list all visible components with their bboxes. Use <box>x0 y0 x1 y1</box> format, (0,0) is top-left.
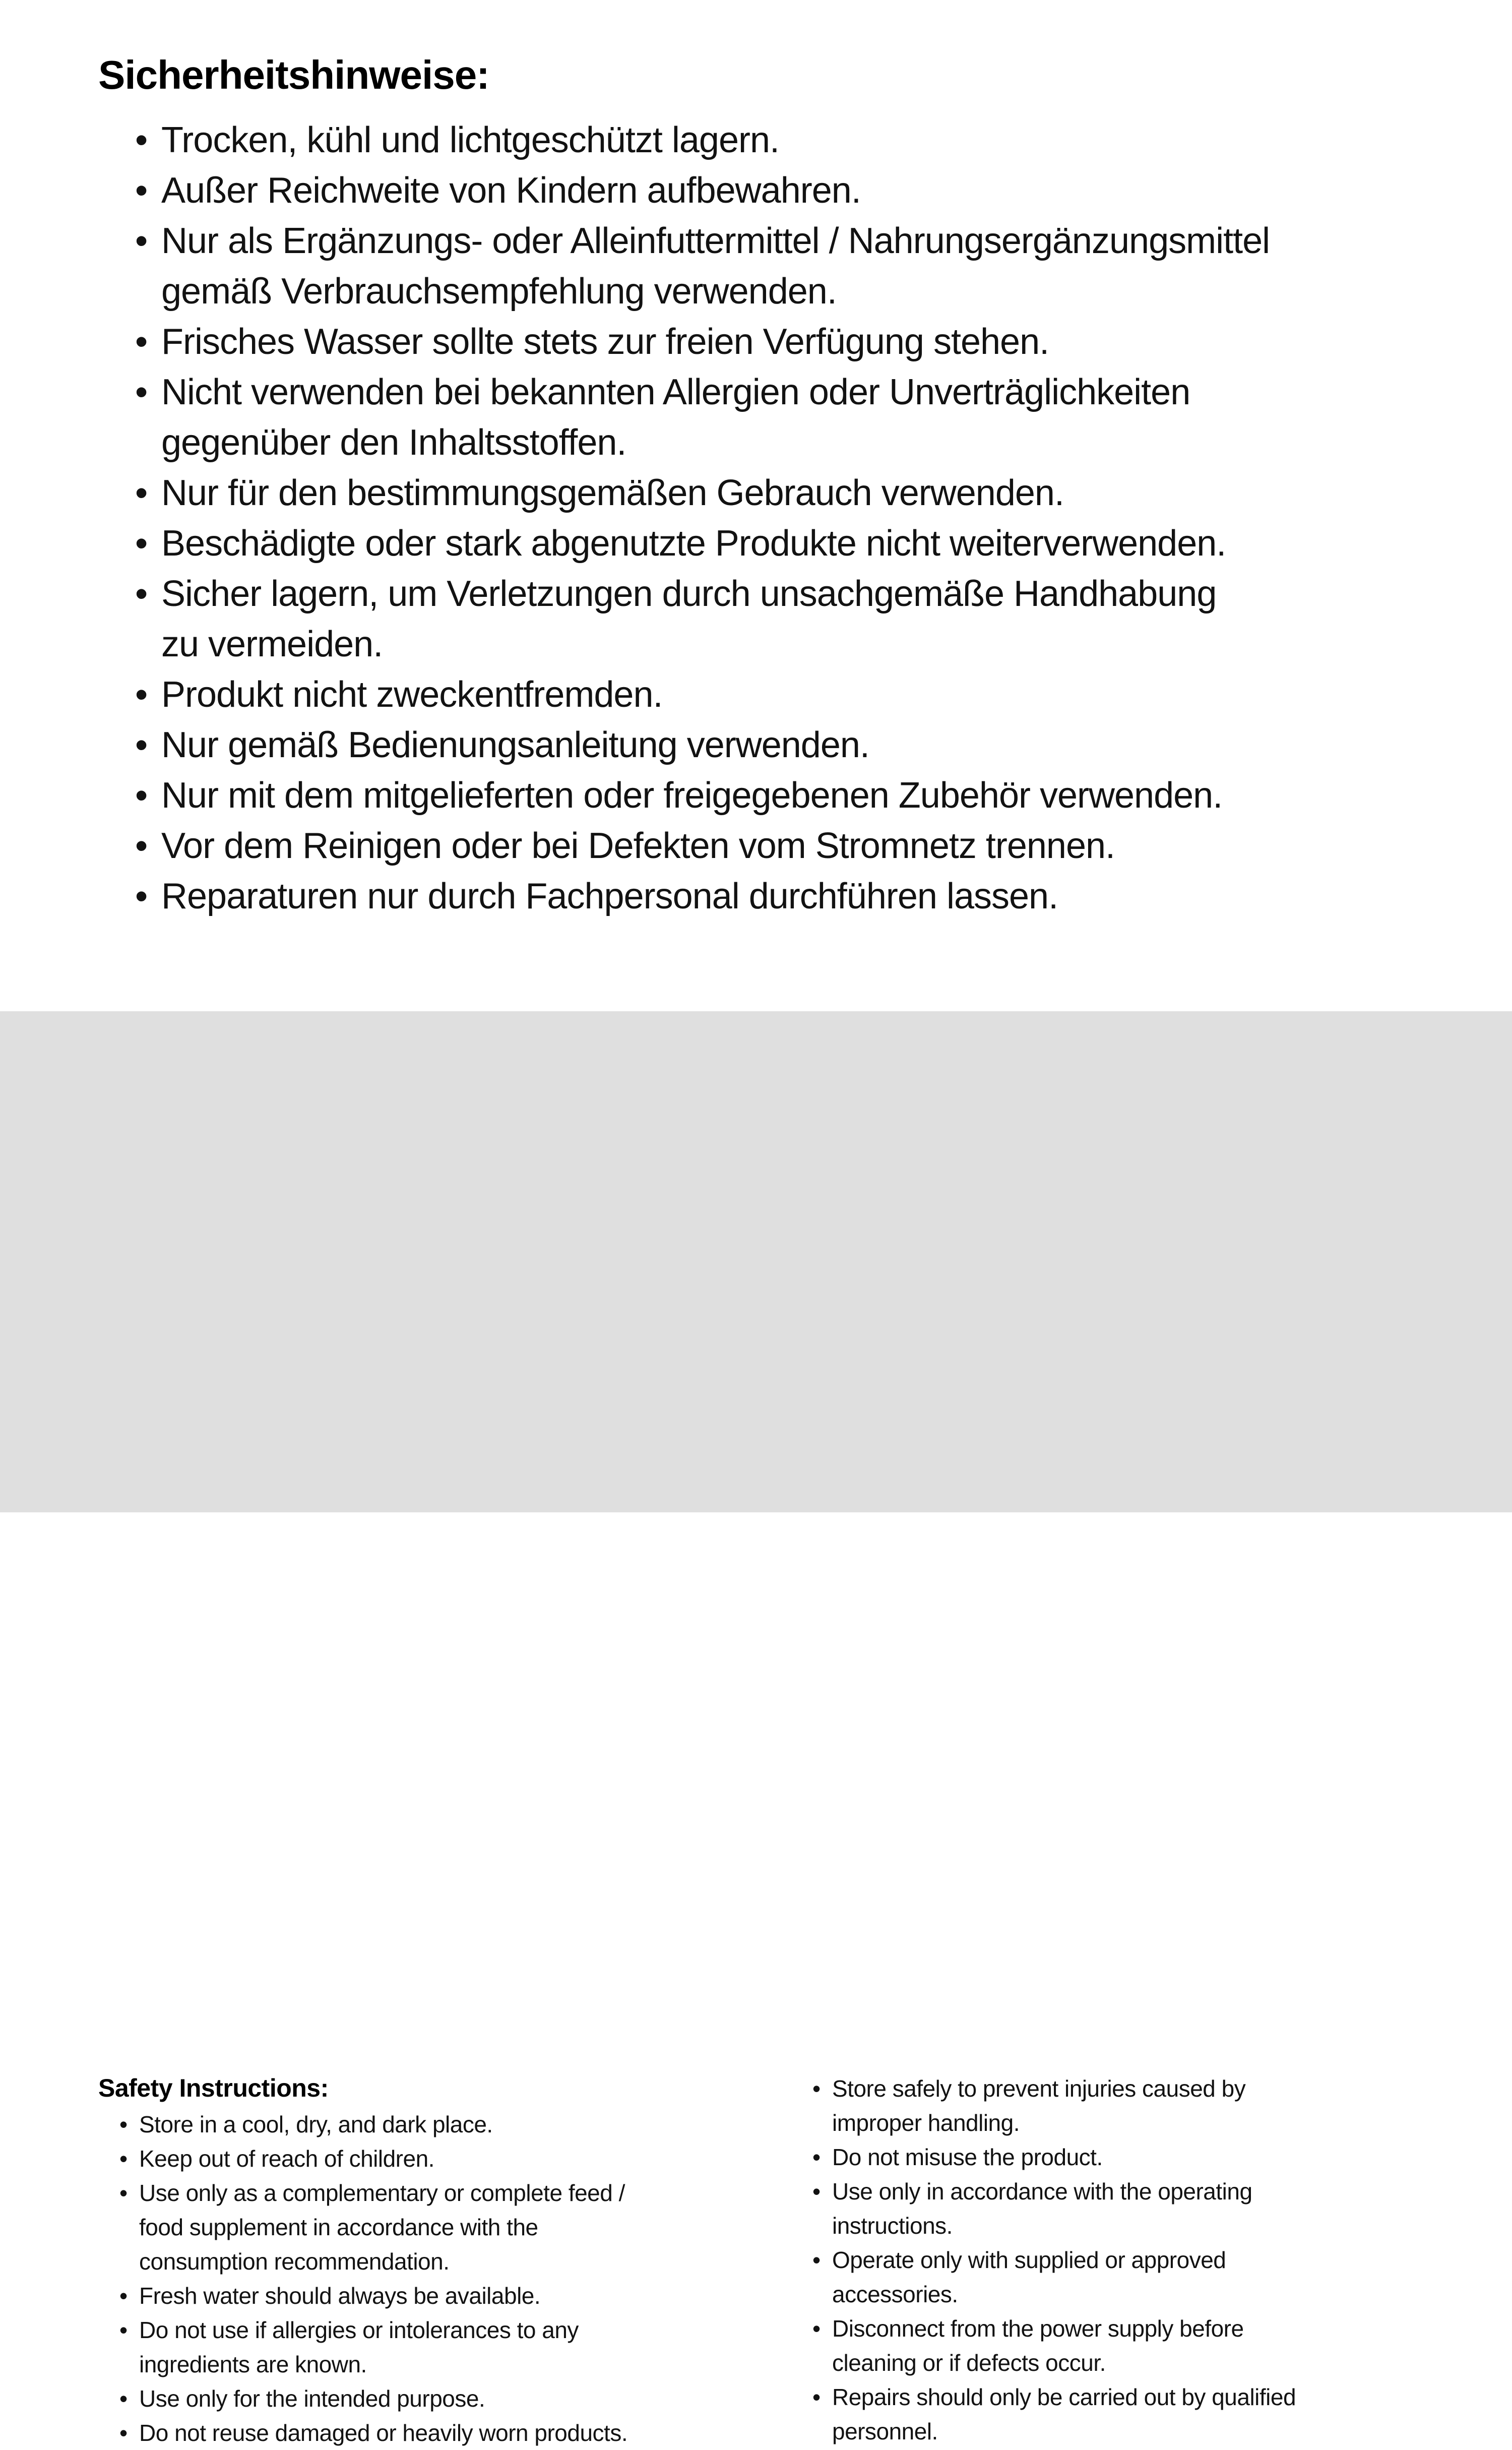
list-item-text: Store safely to prevent injuries caused by <box>832 2075 1246 2102</box>
bullet-icon: • <box>135 675 148 715</box>
list-item-line <box>119 2176 627 2210</box>
list-item-line <box>135 165 1270 216</box>
list-item-text: Nur gemäß Bedienungsanleitung verwenden. <box>161 725 869 765</box>
german-bullet-list <box>135 115 1270 922</box>
list-item-line <box>135 871 1270 922</box>
list-item-line <box>119 2313 627 2347</box>
list-item-line <box>119 2416 627 2450</box>
bullet-icon: • <box>812 2075 821 2102</box>
list-item-continuation-line <box>135 619 1270 669</box>
bullet-icon: • <box>135 170 148 211</box>
list-item-text: Außer Reichweite von Kindern aufbewahren. <box>161 170 861 211</box>
list-item-line <box>119 2141 627 2176</box>
list-item-text: instructions. <box>832 2213 953 2239</box>
list-item-continuation-line <box>812 2414 1296 2448</box>
list-item-line <box>135 367 1270 417</box>
list-item-continuation-line <box>812 2209 1296 2243</box>
list-item-line <box>135 115 1270 165</box>
list-item-text: gegenüber den Inhaltsstoffen. <box>161 422 626 463</box>
list-item-continuation-line <box>135 266 1270 317</box>
list-item-text: Nur für den bestimmungsgemäßen Gebrauch verwenden. <box>161 473 1064 513</box>
bullet-icon: • <box>119 2385 128 2412</box>
list-item-line <box>812 2311 1296 2346</box>
bullet-icon: • <box>135 473 148 513</box>
list-item-text: food supplement in accordance with the <box>139 2214 538 2240</box>
list-item-text: Use only as a complementary or complete feed / <box>139 2180 625 2206</box>
list-item-continuation-line <box>812 2106 1296 2140</box>
list-item-text: cleaning or if defects occur. <box>832 2350 1106 2376</box>
bullet-icon: • <box>119 2180 128 2206</box>
bullet-icon: • <box>135 826 148 866</box>
list-item-text: Do not use if allergies or intolerances to any <box>139 2317 579 2343</box>
list-item-line <box>135 468 1270 518</box>
list-item-text: Nicht verwenden bei bekannten Allergien oder Unverträglichkeiten <box>161 372 1190 412</box>
bullet-icon: • <box>119 2283 128 2309</box>
german-section-title: Sicherheitshinweise: <box>98 52 489 97</box>
list-item-text: consumption recommendation. <box>139 2248 450 2275</box>
list-item-text: personnel. <box>832 2418 938 2444</box>
bullet-icon: • <box>135 372 148 412</box>
list-item-text: Reparaturen nur durch Fachpersonal durchführen lassen. <box>161 876 1058 916</box>
bullet-icon: • <box>812 2178 821 2204</box>
list-item-text: improper handling. <box>832 2110 1020 2136</box>
list-item-continuation-line <box>812 2277 1296 2311</box>
bullet-icon: • <box>812 2384 821 2410</box>
list-item-line <box>135 821 1270 871</box>
list-item-text: Produkt nicht zweckentfremden. <box>161 675 663 715</box>
list-item-line <box>812 2243 1296 2277</box>
list-item-text: Fresh water should always be available. <box>139 2283 541 2309</box>
list-item-text: Nur als Ergänzungs- oder Alleinfuttermittel / Nahrungsergänzungsmittel <box>161 221 1270 261</box>
list-item-text: gemäß Verbrauchsempfehlung verwenden. <box>161 271 837 312</box>
list-item-text: ingredients are known. <box>139 2351 367 2377</box>
bullet-icon: • <box>119 2111 128 2137</box>
list-item-line <box>135 569 1270 619</box>
list-item-text: Operate only with supplied or approved <box>832 2247 1226 2273</box>
list-item-line <box>135 770 1270 821</box>
list-item-text: Sicher lagern, um Verletzungen durch unsachgemäße Handhabung <box>161 574 1217 614</box>
bullet-icon: • <box>135 574 148 614</box>
bullet-icon: • <box>135 775 148 816</box>
list-item-continuation-line <box>119 2347 627 2381</box>
bullet-icon: • <box>119 2317 128 2343</box>
list-item-continuation-line <box>119 2210 627 2244</box>
list-item-line <box>812 2174 1296 2209</box>
list-item-text: Beschädigte oder stark abgenutzte Produkte nicht weiterverwenden. <box>161 523 1226 564</box>
bullet-icon: • <box>135 523 148 564</box>
list-item-text: Use only for the intended purpose. <box>139 2385 485 2412</box>
list-item-continuation-line <box>812 2346 1296 2380</box>
list-item-text: accessories. <box>832 2281 958 2307</box>
list-item-line <box>119 2107 627 2141</box>
list-item-continuation-line <box>119 2244 627 2279</box>
english-section-title: Safety Instructions: <box>98 2074 329 2102</box>
list-item-text: Trocken, kühl und lichtgeschützt lagern. <box>161 120 780 160</box>
bullet-icon: • <box>812 2144 821 2170</box>
english-section-panel <box>0 1011 1512 2446</box>
list-item-line <box>812 2140 1296 2174</box>
list-item-text: Repairs should only be carried out by qualified <box>832 2384 1296 2410</box>
list-item-line <box>812 2071 1296 2106</box>
list-item-continuation-line <box>135 417 1270 468</box>
list-item-line <box>135 720 1270 770</box>
list-item-line <box>135 216 1270 266</box>
list-item-text: Nur mit dem mitgelieferten oder freigegebenen Zubehör verwenden. <box>161 775 1223 816</box>
bullet-icon: • <box>119 2420 128 2446</box>
bullet-icon: • <box>812 2247 821 2273</box>
bullet-icon: • <box>135 322 148 362</box>
list-item-text: Use only in accordance with the operating <box>832 2178 1252 2204</box>
list-item-line <box>135 669 1270 720</box>
list-item-line <box>135 317 1270 367</box>
list-item-line <box>135 518 1270 569</box>
english-bullet-list-left-column <box>119 2107 627 2450</box>
list-item-text: Frisches Wasser sollte stets zur freien Verfügung stehen. <box>161 322 1049 362</box>
list-item-text: zu vermeiden. <box>161 624 383 664</box>
list-item-text: Do not misuse the product. <box>832 2144 1103 2170</box>
list-item-line <box>812 2380 1296 2414</box>
bullet-icon: • <box>135 725 148 765</box>
list-item-text: Disconnect from the power supply before <box>832 2315 1244 2342</box>
bullet-icon: • <box>812 2315 821 2342</box>
list-item-line <box>119 2381 627 2416</box>
bullet-icon: • <box>135 120 148 160</box>
list-item-text: Keep out of reach of children. <box>139 2146 434 2172</box>
bullet-icon: • <box>135 876 148 916</box>
bullet-icon: • <box>135 221 148 261</box>
list-item-text: Store in a cool, dry, and dark place. <box>139 2111 493 2137</box>
list-item-text: Vor dem Reinigen oder bei Defekten vom Stromnetz trennen. <box>161 826 1115 866</box>
english-bullet-list-right-column <box>812 2071 1296 2448</box>
list-item-text: Do not reuse damaged or heavily worn products. <box>139 2420 628 2446</box>
list-item-line <box>119 2279 627 2313</box>
bullet-icon: • <box>119 2146 128 2172</box>
